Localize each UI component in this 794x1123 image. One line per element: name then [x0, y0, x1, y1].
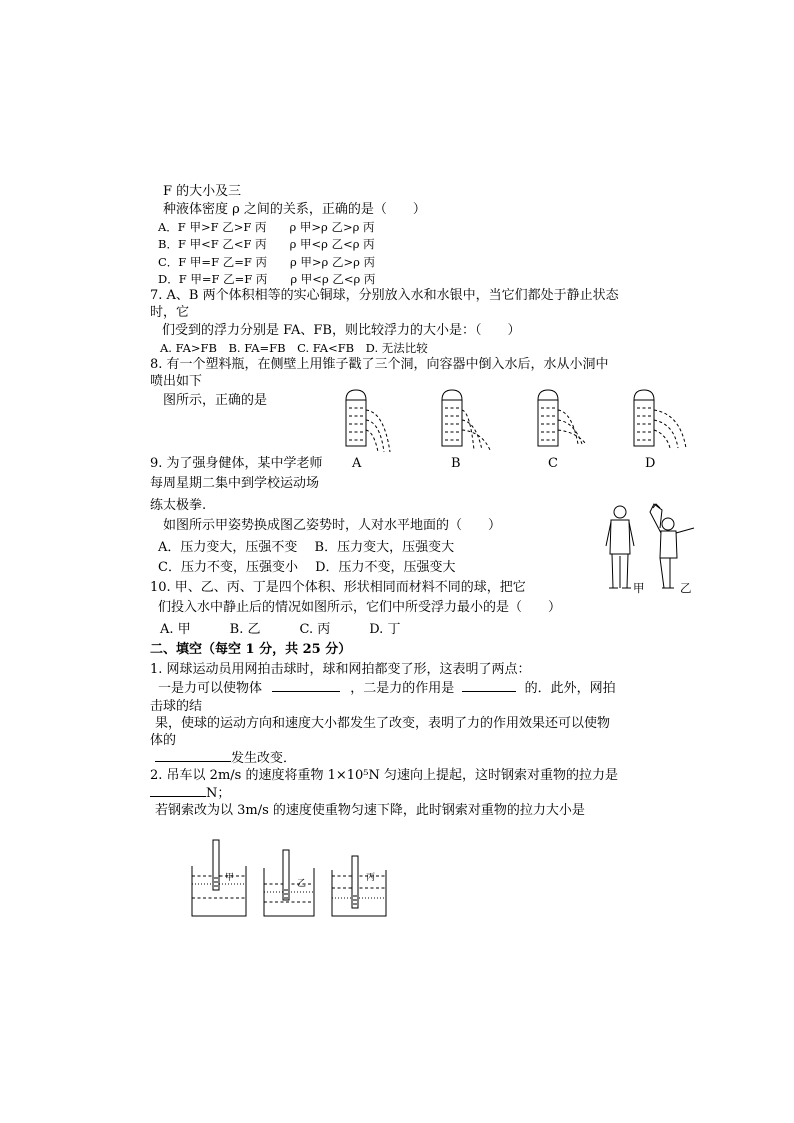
q7-line3: 们受到的浮力分别是 FA、FB，则比较浮力的大小是：（ ） — [162, 323, 521, 338]
fig-label-jia: 甲 — [633, 581, 645, 595]
section2-title: 二、填空（每空 1 分，共 25 分） — [150, 642, 352, 657]
q7-options: A. FA>FB B. FA=FB C. FA<FB D. 无法比较 — [160, 341, 428, 355]
beaker-yi — [264, 850, 314, 916]
bottle-c — [538, 390, 586, 446]
q6-line1: F 的大小及三 — [163, 184, 242, 199]
person-yi — [650, 504, 694, 588]
f2-line2 — [150, 786, 230, 802]
q7-line2: 时，它 — [150, 305, 190, 320]
f2-line1: 2. 吊车以 2m/s 的速度将重物 1×10⁵N 匀速向上提起，这时钢索对重物的拉力是 — [150, 768, 619, 783]
f1-line2-part2: ，二是力的作用是 — [350, 681, 455, 696]
q9-options-cd: C．压力不变，压强变小 D．压力不变，压强变大 — [158, 560, 456, 575]
fig-label-yi: 乙 — [680, 581, 692, 595]
f1-line5: 体的 — [150, 733, 177, 748]
f1-line6 — [155, 751, 296, 767]
q10-options: A. 甲 B. 乙 C. 丙 D. 丁 — [160, 622, 401, 637]
answer-blank[interactable] — [462, 691, 516, 692]
beaker-jia — [192, 840, 246, 916]
q9-line1: 9. 为了强身健体，某中学老师 — [150, 456, 323, 471]
answer-blank[interactable] — [272, 691, 340, 692]
q9-line2: 每周星期二集中到学校运动场 — [150, 476, 320, 491]
f1-line3: 击球的结 — [150, 699, 203, 714]
q9-options-ab: A．压力变大，压强不变 B．压力变大，压强变大 — [158, 540, 455, 555]
q9-line4: 如图所示甲姿势换成图乙姿势时，人对水平地面的（ ） — [163, 518, 502, 533]
q6-option-c: C．F 甲=F 乙=F 丙 ρ 甲>ρ 乙>ρ 丙 — [158, 255, 375, 269]
f1-line2-part1: 一是力可以使物体 — [158, 681, 263, 696]
bottle-b — [442, 390, 490, 450]
f1-line6-text: 发生改变． — [231, 751, 297, 766]
bottles-figure — [340, 386, 670, 466]
f1-line1: 1. 网球运动员用网拍击球时，球和网拍都变了形，这表明了两点： — [150, 662, 531, 677]
q9-line3: 练太极拳. — [150, 498, 207, 513]
person-jia — [606, 506, 634, 588]
q10-line1: 10. 甲、乙、丙、丁是四个体积、形状相同而材料不同的球，把它 — [150, 580, 526, 595]
answer-blank[interactable] — [155, 761, 231, 762]
bottle-label-a: A — [352, 456, 362, 471]
q8-line3: 图所示，正确的是 — [163, 393, 268, 408]
q7-line1: 7. A、B 两个体积相等的实心铜球，分别放入水和水银中，当它们都处于静止状态 — [150, 288, 619, 303]
beaker-label-jia: 甲 — [225, 873, 235, 883]
bottle-label-c: C — [548, 456, 558, 471]
q6-option-b: B．F 甲<F 乙<F 丙 ρ 甲<ρ 乙<ρ 丙 — [158, 237, 375, 251]
beaker-label-bing: 丙 — [366, 873, 376, 883]
q8-line1: 8. 有一个塑料瓶，在侧壁上用锥子戳了三个洞，向容器中倒入水后，水从小洞中 — [150, 357, 609, 372]
q6-line2: 种液体密度 ρ 之间的关系，正确的是（ ） — [163, 202, 426, 217]
q8-line2: 喷出如下 — [150, 374, 203, 389]
bottle-a — [346, 390, 390, 452]
beaker-bing — [332, 856, 386, 916]
bottle-d — [634, 390, 686, 448]
f2-line3: 若钢索改为以 3m/s 的速度使重物匀速下降，此时钢索对重物的拉力大小是 — [155, 803, 585, 818]
taichi-figure — [598, 500, 708, 596]
f1-line2 — [158, 681, 616, 697]
q10-line2: 们投入水中静止后的情况如图所示，它们中所受浮力最小的是（ ） — [158, 600, 562, 615]
answer-blank[interactable] — [150, 796, 206, 797]
f1-line4: 果，使球的运动方向和速度大小都发生了改变，表明了力的作用效果还可以使物 — [155, 716, 611, 731]
bottle-label-b: B — [451, 456, 461, 471]
q6-option-d: D．F 甲=F 乙=F 丙 ρ 甲<ρ 乙<ρ 丙 — [158, 272, 376, 286]
f2-line2-text: N； — [206, 786, 231, 801]
f1-line2-part3: 的．此外，网拍 — [524, 681, 616, 696]
q6-option-a: A．F 甲>F 乙>F 丙 ρ 甲>ρ 乙>ρ 丙 — [158, 220, 375, 234]
bottle-label-d: D — [645, 456, 656, 471]
beaker-label-yi: 乙 — [297, 879, 307, 889]
